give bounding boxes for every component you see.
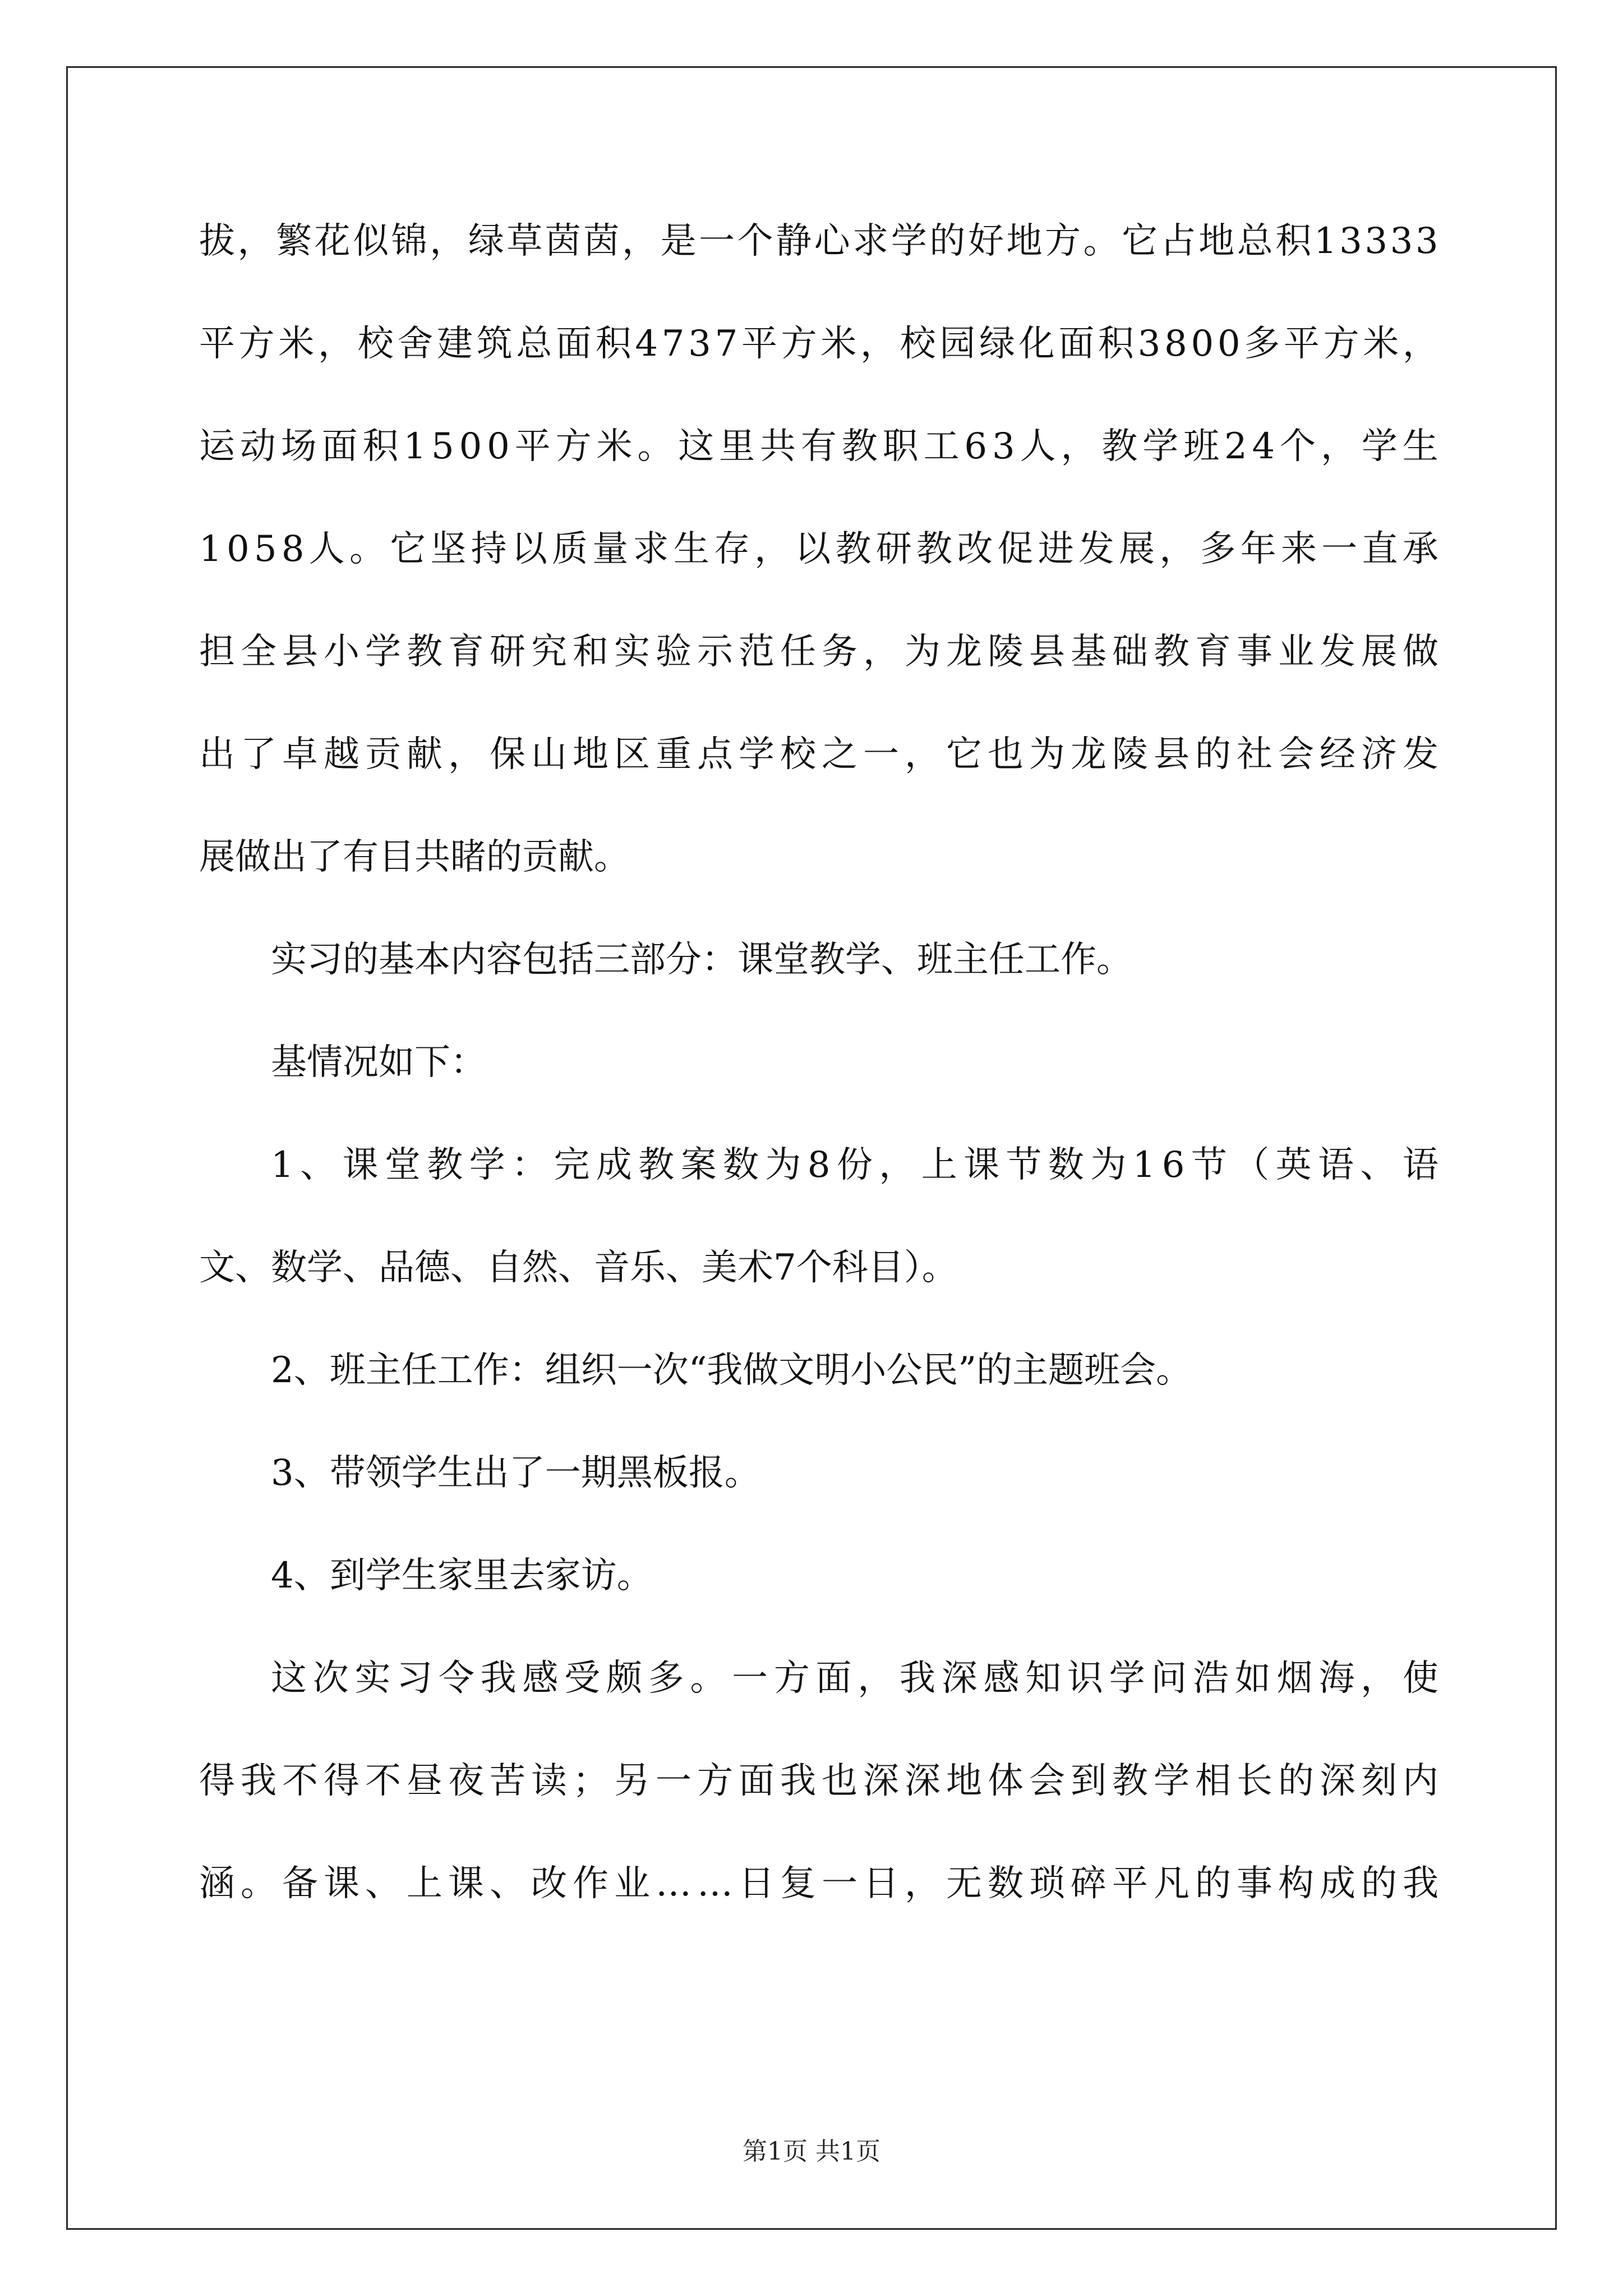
text-line-10: 1 、 课 堂 教 学 ： 完 成 教 案 数 为 8 份 ， 上 课 节 数 为 1 6 节 （ 英 语 、 语 — [271, 1144, 1438, 1186]
text-line-9: 基情况如下： — [271, 1042, 486, 1083]
text-line-5: 担 全 县 小 学 教 育 研 究 和 实 验 示 范 任 务 ， 为 龙 陵 县 基 础 教 育 事 业 发 展 做 — [199, 631, 1438, 673]
text-line-11: 文、数学、品德、自然、音乐、美术7个科目）。 — [199, 1247, 958, 1289]
text-line-1: 拔 ， 繁 花 似 锦 ， 绿 草 茵 茵 ， 是 一 个 静 心 求 学 的 好 地 方 。 它 占 地 总 积 1 3 3 3 3 — [199, 220, 1438, 262]
text-line-7: 展做出了有目共睹的贡献。 — [199, 836, 630, 878]
text-line-4: 1 0 5 8 人 。 它 坚 持 以 质 量 求 生 存 ， 以 教 研 教 改 促 进 发 展 ， 多 年 来 一 直 承 — [199, 528, 1438, 570]
text-line-8: 实习的基本内容包括三部分：课堂教学、班主任工作。 — [271, 939, 1132, 981]
text-line-16: 得 我 不 得 不 昼 夜 苦 读 ； 另 一 方 面 我 也 深 深 地 体 会 到 教 学 相 长 的 深 刻 内 — [199, 1760, 1438, 1802]
text-line-2: 平 方 米 ， 校 舍 建 筑 总 面 积 4 7 3 7 平 方 米 ， 校 园 绿 化 面 积 3 8 0 0 多 平 方 米 ， — [199, 323, 1438, 365]
text-line-12: 2、班主任工作：组织一次“我做文明小公民”的主题班会。 — [271, 1350, 1192, 1391]
page-footer: 第1页 共1页 — [743, 2137, 880, 2166]
text-line-14: 4、到学生家里去家访。 — [271, 1555, 653, 1596]
text-line-13: 3、带领学生出了一期黑板报。 — [271, 1452, 760, 1494]
text-line-17: 涵 。 备 课 、 上 课 、 改 作 业 … … 日 复 一 日 ， 无 数 琐 碎 平 凡 的 事 构 成 的 我 — [199, 1863, 1438, 1904]
text-line-3: 运 动 场 面 积 1 5 0 0 平 方 米 。 这 里 共 有 教 职 工 6 3 人 ， 教 学 班 2 4 个 ， 学 生 — [199, 426, 1438, 467]
text-line-6: 出 了 卓 越 贡 献 ， 保 山 地 区 重 点 学 校 之 一 ， 它 也 为 龙 陵 县 的 社 会 经 济 发 — [199, 734, 1438, 775]
text-line-15: 这 次 实 习 令 我 感 受 颇 多 。 一 方 面 ， 我 深 感 知 识 学 问 浩 如 烟 海 ， 使 — [271, 1658, 1438, 1699]
